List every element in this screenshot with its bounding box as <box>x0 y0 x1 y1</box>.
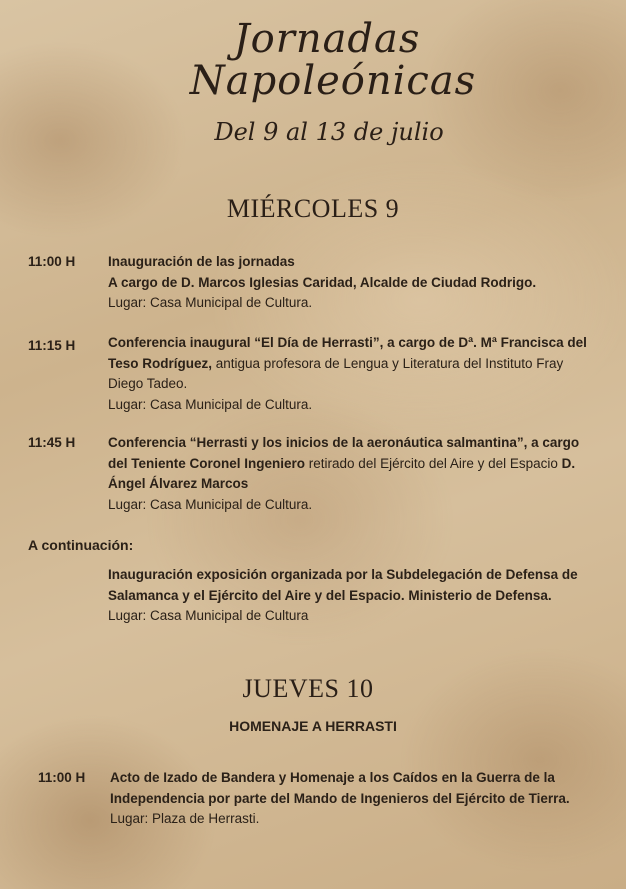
event-time: 11:00 H <box>38 770 86 785</box>
day-heading-wednesday: MIÉRCOLES 9 <box>226 194 400 223</box>
event-title: Inauguración exposición organizada por la Subdelegación de Defensa de Salamanca y el Ejército del Aire y del Espacio. Ministerio de Defensa. <box>108 567 578 603</box>
event-time: 11:45 H <box>28 435 76 450</box>
event-entry <box>108 433 598 515</box>
event-time: 11:15 H <box>28 338 76 353</box>
event-time: 11:00 H <box>28 254 76 269</box>
day-heading-thursday: JUEVES 10 <box>242 674 374 703</box>
event-title: Conferencia “Herrasti y los inicios de la aeronáutica salmantina”, a cargo del Teniente Coronel Ingeniero <box>108 435 580 471</box>
event-speaker: D. Ángel Álvarez Marcos <box>108 455 576 491</box>
event-place: Lugar: Casa Municipal de Cultura. <box>108 396 313 412</box>
event-place: Lugar: Casa Municipal de Cultura. <box>108 295 313 310</box>
continuation-entry <box>108 565 598 627</box>
event-title: Acto de Izado de Bandera y Homenaje a los Caídos en la Guerra de la Independencia por parte del Mando de Ingenieros del Ejército de Tierra. <box>110 770 570 806</box>
title-line-1: Jornadas <box>233 16 421 62</box>
event-detail: retirado del Ejército del Aire y del Espacio <box>305 455 562 471</box>
continuation-label: A continuación: <box>28 537 134 553</box>
event-title: Conferencia inaugural “El Día de Herrasti”, a cargo de Dª. Mª Francisca del Teso Rodríguez, <box>108 335 587 371</box>
title-line-2: Napoleónicas <box>189 58 477 104</box>
event-entry <box>110 768 590 830</box>
event-place: Lugar: Casa Municipal de Cultura <box>108 608 309 623</box>
event-detail: A cargo de D. Marcos Iglesias Caridad, Alcalde de Ciudad Rodrigo. <box>108 274 537 290</box>
event-entry <box>108 333 598 415</box>
event-entry <box>108 252 598 314</box>
event-place: Lugar: Casa Municipal de Cultura. <box>108 496 313 512</box>
day-subtitle: HOMENAJE A HERRASTI <box>229 718 397 734</box>
event-place: Lugar: Plaza de Herrasti. <box>110 811 260 826</box>
date-range: Del 9 al 13 de julio <box>214 118 444 146</box>
event-title: Inauguración de las jornadas <box>108 254 295 269</box>
event-detail: antigua profesora de Lengua y Literatura del Instituto Fray Diego Tadeo. <box>108 355 564 391</box>
